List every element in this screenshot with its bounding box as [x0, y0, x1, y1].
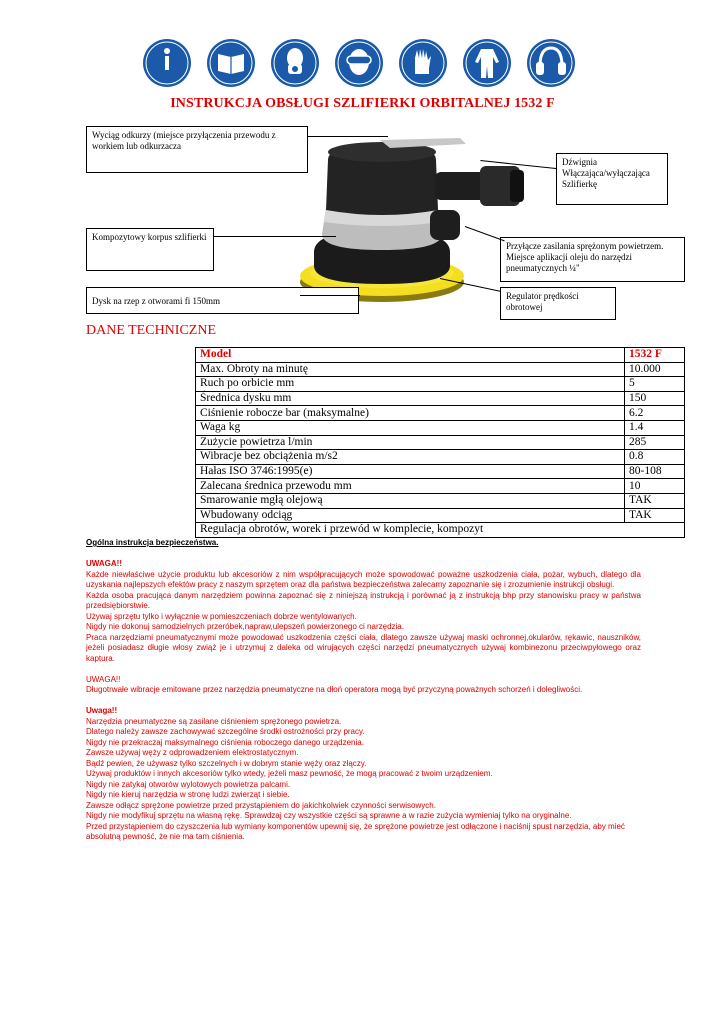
table-row: Zużycie powietrza l/min 285: [196, 435, 685, 450]
protective-gloves-icon: [391, 38, 454, 88]
table-row: Zalecana średnica przewodu mm 10: [196, 479, 685, 494]
paragraph: Każda osoba pracująca danym narzędziem powinna zapoznać się z niniejszą instrukcją i porównać ją z instrukcją bhp przy stanowisku pracy w państwa przedsiębiorstwie.: [86, 590, 641, 610]
paragraph: Nigdy nie zatykaj otworów wylotowych powietrza palcami.: [86, 779, 291, 789]
table-row: Hałas ISO 3746:1995(e) 80-108: [196, 464, 685, 479]
table-row: Wibracje bez obciążenia m/s2 0.8: [196, 450, 685, 465]
safety-icons-row: [135, 38, 585, 88]
callout-disc: Dysk na rzep z otworami fi 150mm: [86, 287, 359, 314]
read-manual-icon: [135, 38, 198, 88]
paragraph: Bądź pewien, że używasz tylko szczelnych i w dobrym stanie węży oraz złączy.: [86, 758, 367, 768]
protective-suit-icon: [455, 38, 518, 88]
table-row: Ciśnienie robocze bar (maksymalne) 6.2: [196, 406, 685, 421]
manual-book-icon: [199, 38, 262, 88]
paragraph: Nigdy nie kieruj narzędzia w stronę ludzi zwierząt i siebie.: [86, 790, 290, 799]
table-row: Średnica dysku mm 150: [196, 391, 685, 406]
paragraph: Zawsze odłącz sprężone powietrze przed przystąpieniem do jakichkolwiek czynności serwisowych.: [86, 800, 436, 810]
safety-instructions: [86, 538, 641, 843]
callout-body: Kompozytowy korpus szlifierki: [86, 228, 214, 271]
table-header-row: [196, 348, 685, 363]
orbital-sander-image: [270, 130, 540, 310]
table-row: Wbudowany odciąg TAK: [196, 508, 685, 523]
paragraph: Praca narzędziami pneumatycznymi może powodować uszkodzenia części ciała, dlatego zawsze używaj maski ochronnej,okularów, rękawic, nauszników, jeżeli posiadasz długie włosy zwiąż je i utrzymuj z daleka od wirujących części narzędzi pneumatycznych używaj kombinezonu przeciwpyłowego oraz kaptura.: [86, 632, 641, 663]
table-row: Max. Obroty na minutę 10.000: [196, 362, 685, 377]
document-title: INSTRUKCJA OBSŁUGI SZLIFIERKI ORBITALNEJ 1532 F: [170, 96, 555, 111]
ear-protection-icon: [519, 38, 582, 88]
callout-line-dust: [308, 136, 388, 137]
callout-speed: Regulator prędkości obrotowej: [500, 287, 616, 320]
paragraph: Narzędzia pneumatyczne są zasilane ciśnieniem sprężonego powietrza.: [86, 716, 342, 726]
table-row: Waga kg 1.4: [196, 420, 685, 435]
paragraph: Używaj sprzętu tylko i wyłącznie w pomieszczeniach dobrze wentylowanych.: [86, 611, 357, 621]
technical-data-table: [195, 347, 685, 538]
paragraph: Przed przystąpieniem do czyszczenia lub wymiany komponentów upewnij się, że sprężone powietrze jest odłączone i naciśnij spust narzędzia, aby mieć absolutną pewność, że nie ma tam ciśnienia.: [86, 821, 625, 841]
table-cell-value: 1532 F: [625, 348, 685, 363]
paragraph: Zawsze używaj węży z odprowadzeniem elektrostatycznym.: [86, 748, 299, 757]
callout-dust-extraction: Wyciąg odkurzy (miejsce przyłączenia przewodu z workiem lub odkurzacza: [86, 126, 308, 173]
table-row: Ruch po orbicie mm 5: [196, 377, 685, 392]
section-title-technical-data: DANE TECHNICZNE: [86, 323, 217, 338]
paragraph: Dlatego należy zawsze zachowywać szczególne środki ostrożności przy pracy.: [86, 727, 365, 736]
respirator-mask-icon: [263, 38, 326, 88]
table-footer-row: Regulacja obrotów, worek i przewód w komplecie, kompozyt: [196, 523, 685, 538]
callout-air-inlet: Przyłącze zasilania sprężonym powietrzem. Miejsce aplikacji oleju do narzędzi pneumatycznych ¼": [500, 237, 685, 282]
paragraph: Nigdy nie dokonuj samodzielnych przeróbek,napraw,ulepszeń powierzonego ci narzędzia.: [86, 622, 404, 631]
paragraph: Używaj produktów i innych akcesoriów tylko wtedy, jeżeli masz pewność, że mogą pracować z twoim urządzeniem.: [86, 769, 493, 778]
callout-lever: Dźwignia Włączająca/wyłączająca Szlifierkę: [556, 153, 668, 205]
callout-line-body: [214, 236, 336, 237]
paragraph: Nigdy nie przekraczaj maksymalnego ciśnienia roboczego danego urządzenia.: [86, 737, 364, 747]
warning-title: UWAGA!!: [86, 674, 121, 684]
callout-line-disc: [300, 295, 360, 296]
table-cell-label: Model: [196, 348, 625, 363]
warning-title: Uwaga!!: [86, 706, 118, 715]
paragraph: Długotrwałe wibracje emitowane przez narzędzia pneumatyczne na dłoń operatora mogą być przyczyną poważnych schorzeń i dolegliwości.: [86, 685, 583, 694]
warning-title: UWAGA!!: [86, 559, 122, 568]
safety-goggles-icon: [327, 38, 390, 88]
safety-heading: Ogólna instrukcja bezpieczeństwa.: [86, 538, 219, 547]
paragraph: Każde niewłaściwe użycie produktu lub akcesoriów z nim współpracujących może spowodować poważne uszkodzenia ciała, pożar, wybuch, dlatego dla uzyskania najlepszych efektów pracy z naszym sprzętem oraz dla państwa bezpieczeństwa zalecamy zapoznanie się i zrozumienie instrukcji obsługi.: [86, 569, 641, 589]
table-row: Smarowanie mgłą olejową TAK: [196, 493, 685, 508]
paragraph: Nigdy nie modyfikuj sprzętu na własną rękę. Sprawdzaj czy wszystkie części są sprawne a w razie zużycia wymieniaj tylko na oryginalne.: [86, 811, 572, 820]
